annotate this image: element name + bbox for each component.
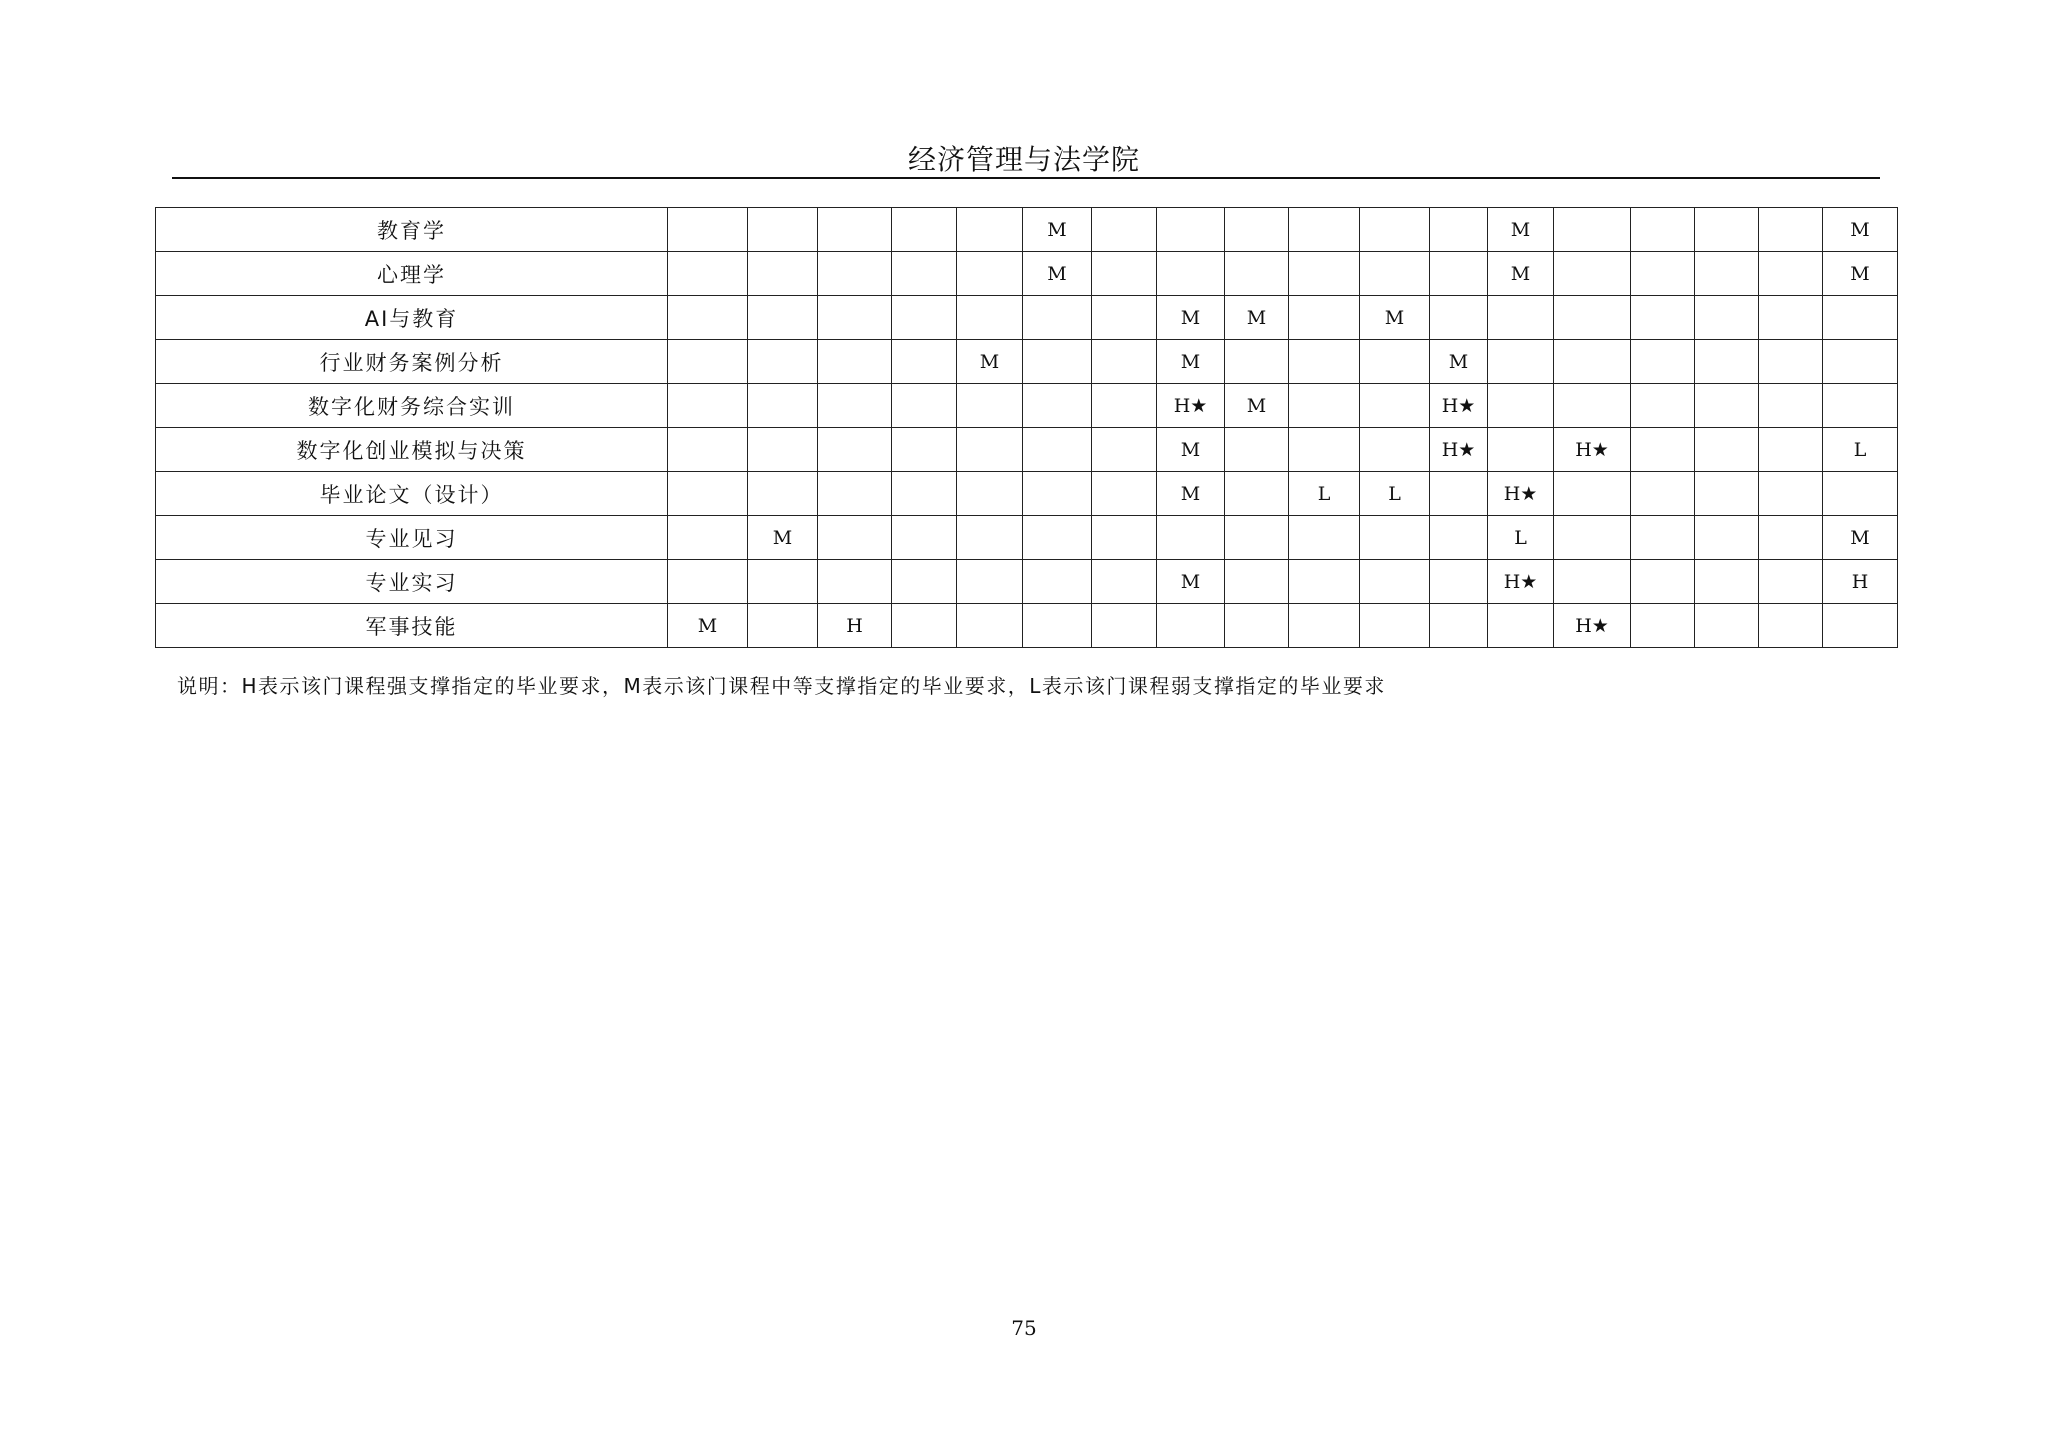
table-row [156,252,1898,296]
support-level-cell [1225,208,1289,252]
support-level-cell [748,340,818,384]
support-level-cell [1695,472,1759,516]
support-level-cell [1092,604,1157,648]
support-level-cell [818,560,892,604]
support-level-cell [1023,604,1092,648]
support-level-cell [957,384,1023,428]
support-level-cell [1289,208,1360,252]
table-row [156,604,1898,648]
course-name-cell: 数字化创业模拟与决策 [156,428,668,472]
support-level-cell [1023,384,1092,428]
support-level-cell [1631,516,1695,560]
course-name-cell: AI与教育 [156,296,668,340]
support-level-cell [1759,516,1823,560]
support-level-cell [892,296,957,340]
table-row [156,340,1898,384]
support-level-cell: L [1488,516,1554,560]
support-level-cell [668,472,748,516]
support-level-cell [1092,516,1157,560]
support-level-cell [818,516,892,560]
support-level-cell: M [1488,252,1554,296]
support-level-cell [1092,560,1157,604]
support-level-cell [1695,516,1759,560]
support-level-cell [1430,472,1488,516]
support-level-cell: H★ [1554,428,1631,472]
course-requirement-matrix [155,207,1898,648]
support-level-cell [1554,208,1631,252]
support-level-cell [748,296,818,340]
support-level-cell [1631,296,1695,340]
support-level-cell [1092,252,1157,296]
support-level-cell [748,428,818,472]
support-level-cell [818,428,892,472]
support-level-cell [1695,384,1759,428]
support-level-cell [748,384,818,428]
support-level-cell [1092,472,1157,516]
support-level-cell [1289,340,1360,384]
support-level-cell [1360,384,1430,428]
table-row [156,384,1898,428]
support-level-cell [1023,560,1092,604]
support-level-cell [1631,252,1695,296]
support-level-cell [1823,604,1898,648]
support-level-cell [1554,296,1631,340]
support-level-cell [818,472,892,516]
support-level-cell [892,340,957,384]
course-name-cell: 数字化财务综合实训 [156,384,668,428]
support-level-cell [1631,340,1695,384]
support-level-cell [1695,604,1759,648]
support-level-cell [1554,560,1631,604]
support-level-cell [957,252,1023,296]
support-level-cell: M [668,604,748,648]
course-name-cell: 军事技能 [156,604,668,648]
support-level-cell [748,252,818,296]
support-level-cell [1430,208,1488,252]
support-level-cell [1695,340,1759,384]
support-level-cell [1695,428,1759,472]
support-level-cell [1695,560,1759,604]
support-level-cell [1430,604,1488,648]
support-level-cell [1695,252,1759,296]
support-level-cell [1759,604,1823,648]
support-level-cell [1759,252,1823,296]
support-level-cell: L [1289,472,1360,516]
support-level-cell [1759,560,1823,604]
support-level-cell [818,208,892,252]
support-level-cell [1759,428,1823,472]
support-level-cell [748,560,818,604]
support-level-cell: L [1360,472,1430,516]
support-level-cell [1225,560,1289,604]
support-level-cell [1092,296,1157,340]
support-level-cell [668,340,748,384]
support-level-cell [1360,252,1430,296]
support-level-cell: M [1157,428,1225,472]
support-level-cell [892,516,957,560]
support-level-cell: M [1023,252,1092,296]
support-level-cell [892,472,957,516]
support-level-cell [1289,384,1360,428]
support-level-cell [1157,604,1225,648]
support-level-cell [1631,604,1695,648]
support-level-cell: M [1823,208,1898,252]
course-name-cell: 行业财务案例分析 [156,340,668,384]
support-level-cell [1430,252,1488,296]
support-level-cell [1360,604,1430,648]
support-level-cell [1225,340,1289,384]
support-level-cell: H★ [1488,560,1554,604]
support-level-cell [892,428,957,472]
course-name-cell: 专业实习 [156,560,668,604]
support-level-cell [1157,252,1225,296]
support-level-cell [1823,472,1898,516]
support-level-cell [1289,428,1360,472]
support-level-cell [957,472,1023,516]
support-level-cell [1289,560,1360,604]
support-level-cell [1488,340,1554,384]
support-level-cell: H★ [1554,604,1631,648]
support-level-cell [1488,296,1554,340]
legend-note: 说明：H表示该门课程强支撑指定的毕业要求，M表示该门课程中等支撑指定的毕业要求，L表示该门课程弱支撑指定的毕业要求 [177,674,1386,698]
support-level-cell [1360,208,1430,252]
course-name-cell: 教育学 [156,208,668,252]
support-level-cell [1225,428,1289,472]
support-level-cell [1759,472,1823,516]
support-level-cell: M [1225,296,1289,340]
support-level-cell: M [1157,340,1225,384]
support-level-cell [1023,516,1092,560]
support-level-cell [1225,472,1289,516]
page-header-title: 经济管理与法学院 [907,143,1140,176]
support-level-cell: M [1488,208,1554,252]
support-level-cell [1759,296,1823,340]
support-level-cell [1488,428,1554,472]
support-level-cell [892,384,957,428]
support-level-cell [892,252,957,296]
support-level-cell [892,208,957,252]
support-level-cell [1759,340,1823,384]
support-level-cell: H [1823,560,1898,604]
course-name-cell: 毕业论文（设计） [156,472,668,516]
support-level-cell [1823,296,1898,340]
support-level-cell [1092,428,1157,472]
support-level-cell [1759,384,1823,428]
support-level-cell: M [1225,384,1289,428]
support-level-cell [1554,340,1631,384]
support-level-cell [1430,516,1488,560]
support-level-cell: M [1157,560,1225,604]
support-level-cell [1360,560,1430,604]
support-level-cell: H★ [1157,384,1225,428]
support-level-cell: H★ [1430,428,1488,472]
table-row [156,296,1898,340]
support-level-cell: M [1157,296,1225,340]
support-level-cell [1360,340,1430,384]
support-level-cell [1023,340,1092,384]
support-level-cell [1360,428,1430,472]
support-level-cell: M [1157,472,1225,516]
support-level-cell: M [1823,516,1898,560]
support-level-cell [1488,604,1554,648]
table-row [156,516,1898,560]
support-level-cell [1092,208,1157,252]
support-level-cell [1023,472,1092,516]
support-level-cell [818,384,892,428]
support-level-cell [818,296,892,340]
support-level-cell [1360,516,1430,560]
support-level-cell [1225,604,1289,648]
support-level-cell [668,252,748,296]
support-level-cell [1289,604,1360,648]
support-level-cell [1157,516,1225,560]
table-row [156,560,1898,604]
support-level-cell [1631,384,1695,428]
support-level-cell: M [1430,340,1488,384]
course-name-cell: 专业见习 [156,516,668,560]
table-row [156,208,1898,252]
support-level-cell [1823,384,1898,428]
support-level-cell: H★ [1488,472,1554,516]
support-level-cell [957,604,1023,648]
support-level-cell [892,560,957,604]
support-level-cell [668,296,748,340]
support-level-cell [957,296,1023,340]
support-level-cell [668,208,748,252]
support-level-cell [1554,384,1631,428]
support-level-cell [1289,252,1360,296]
support-level-cell [1430,296,1488,340]
support-level-cell [1289,516,1360,560]
support-level-cell [1554,516,1631,560]
support-level-cell [748,208,818,252]
support-level-cell: H★ [1430,384,1488,428]
support-level-cell [1225,516,1289,560]
support-level-cell [957,208,1023,252]
support-level-cell [957,428,1023,472]
support-level-cell [668,384,748,428]
support-level-cell [1430,560,1488,604]
header-divider [172,177,1880,179]
support-level-cell [1631,472,1695,516]
support-level-cell [1631,560,1695,604]
support-level-cell [1554,252,1631,296]
support-level-cell: M [1023,208,1092,252]
support-level-cell: M [748,516,818,560]
table-row [156,472,1898,516]
support-level-cell: M [1823,252,1898,296]
support-level-cell [668,560,748,604]
support-level-cell [1092,384,1157,428]
support-level-cell [1823,340,1898,384]
table-row [156,428,1898,472]
support-level-cell [1488,384,1554,428]
support-level-cell: M [1360,296,1430,340]
support-level-cell [668,428,748,472]
support-level-cell: M [957,340,1023,384]
course-name-cell: 心理学 [156,252,668,296]
support-level-cell [1289,296,1360,340]
support-level-cell [1157,208,1225,252]
support-level-cell [1554,472,1631,516]
support-level-cell [1023,428,1092,472]
support-level-cell [1092,340,1157,384]
support-level-cell [1631,208,1695,252]
support-level-cell [1695,208,1759,252]
support-level-cell: H [818,604,892,648]
support-level-cell [668,516,748,560]
support-level-cell [1759,208,1823,252]
support-level-cell [818,252,892,296]
support-level-cell [1225,252,1289,296]
support-level-cell [748,472,818,516]
support-level-cell [957,560,1023,604]
support-level-cell [1023,296,1092,340]
support-level-cell: L [1823,428,1898,472]
support-level-cell [748,604,818,648]
support-level-cell [1695,296,1759,340]
support-level-cell [818,340,892,384]
page-number: 75 [1011,1316,1037,1340]
support-level-cell [892,604,957,648]
support-level-cell [1631,428,1695,472]
support-level-cell [957,516,1023,560]
